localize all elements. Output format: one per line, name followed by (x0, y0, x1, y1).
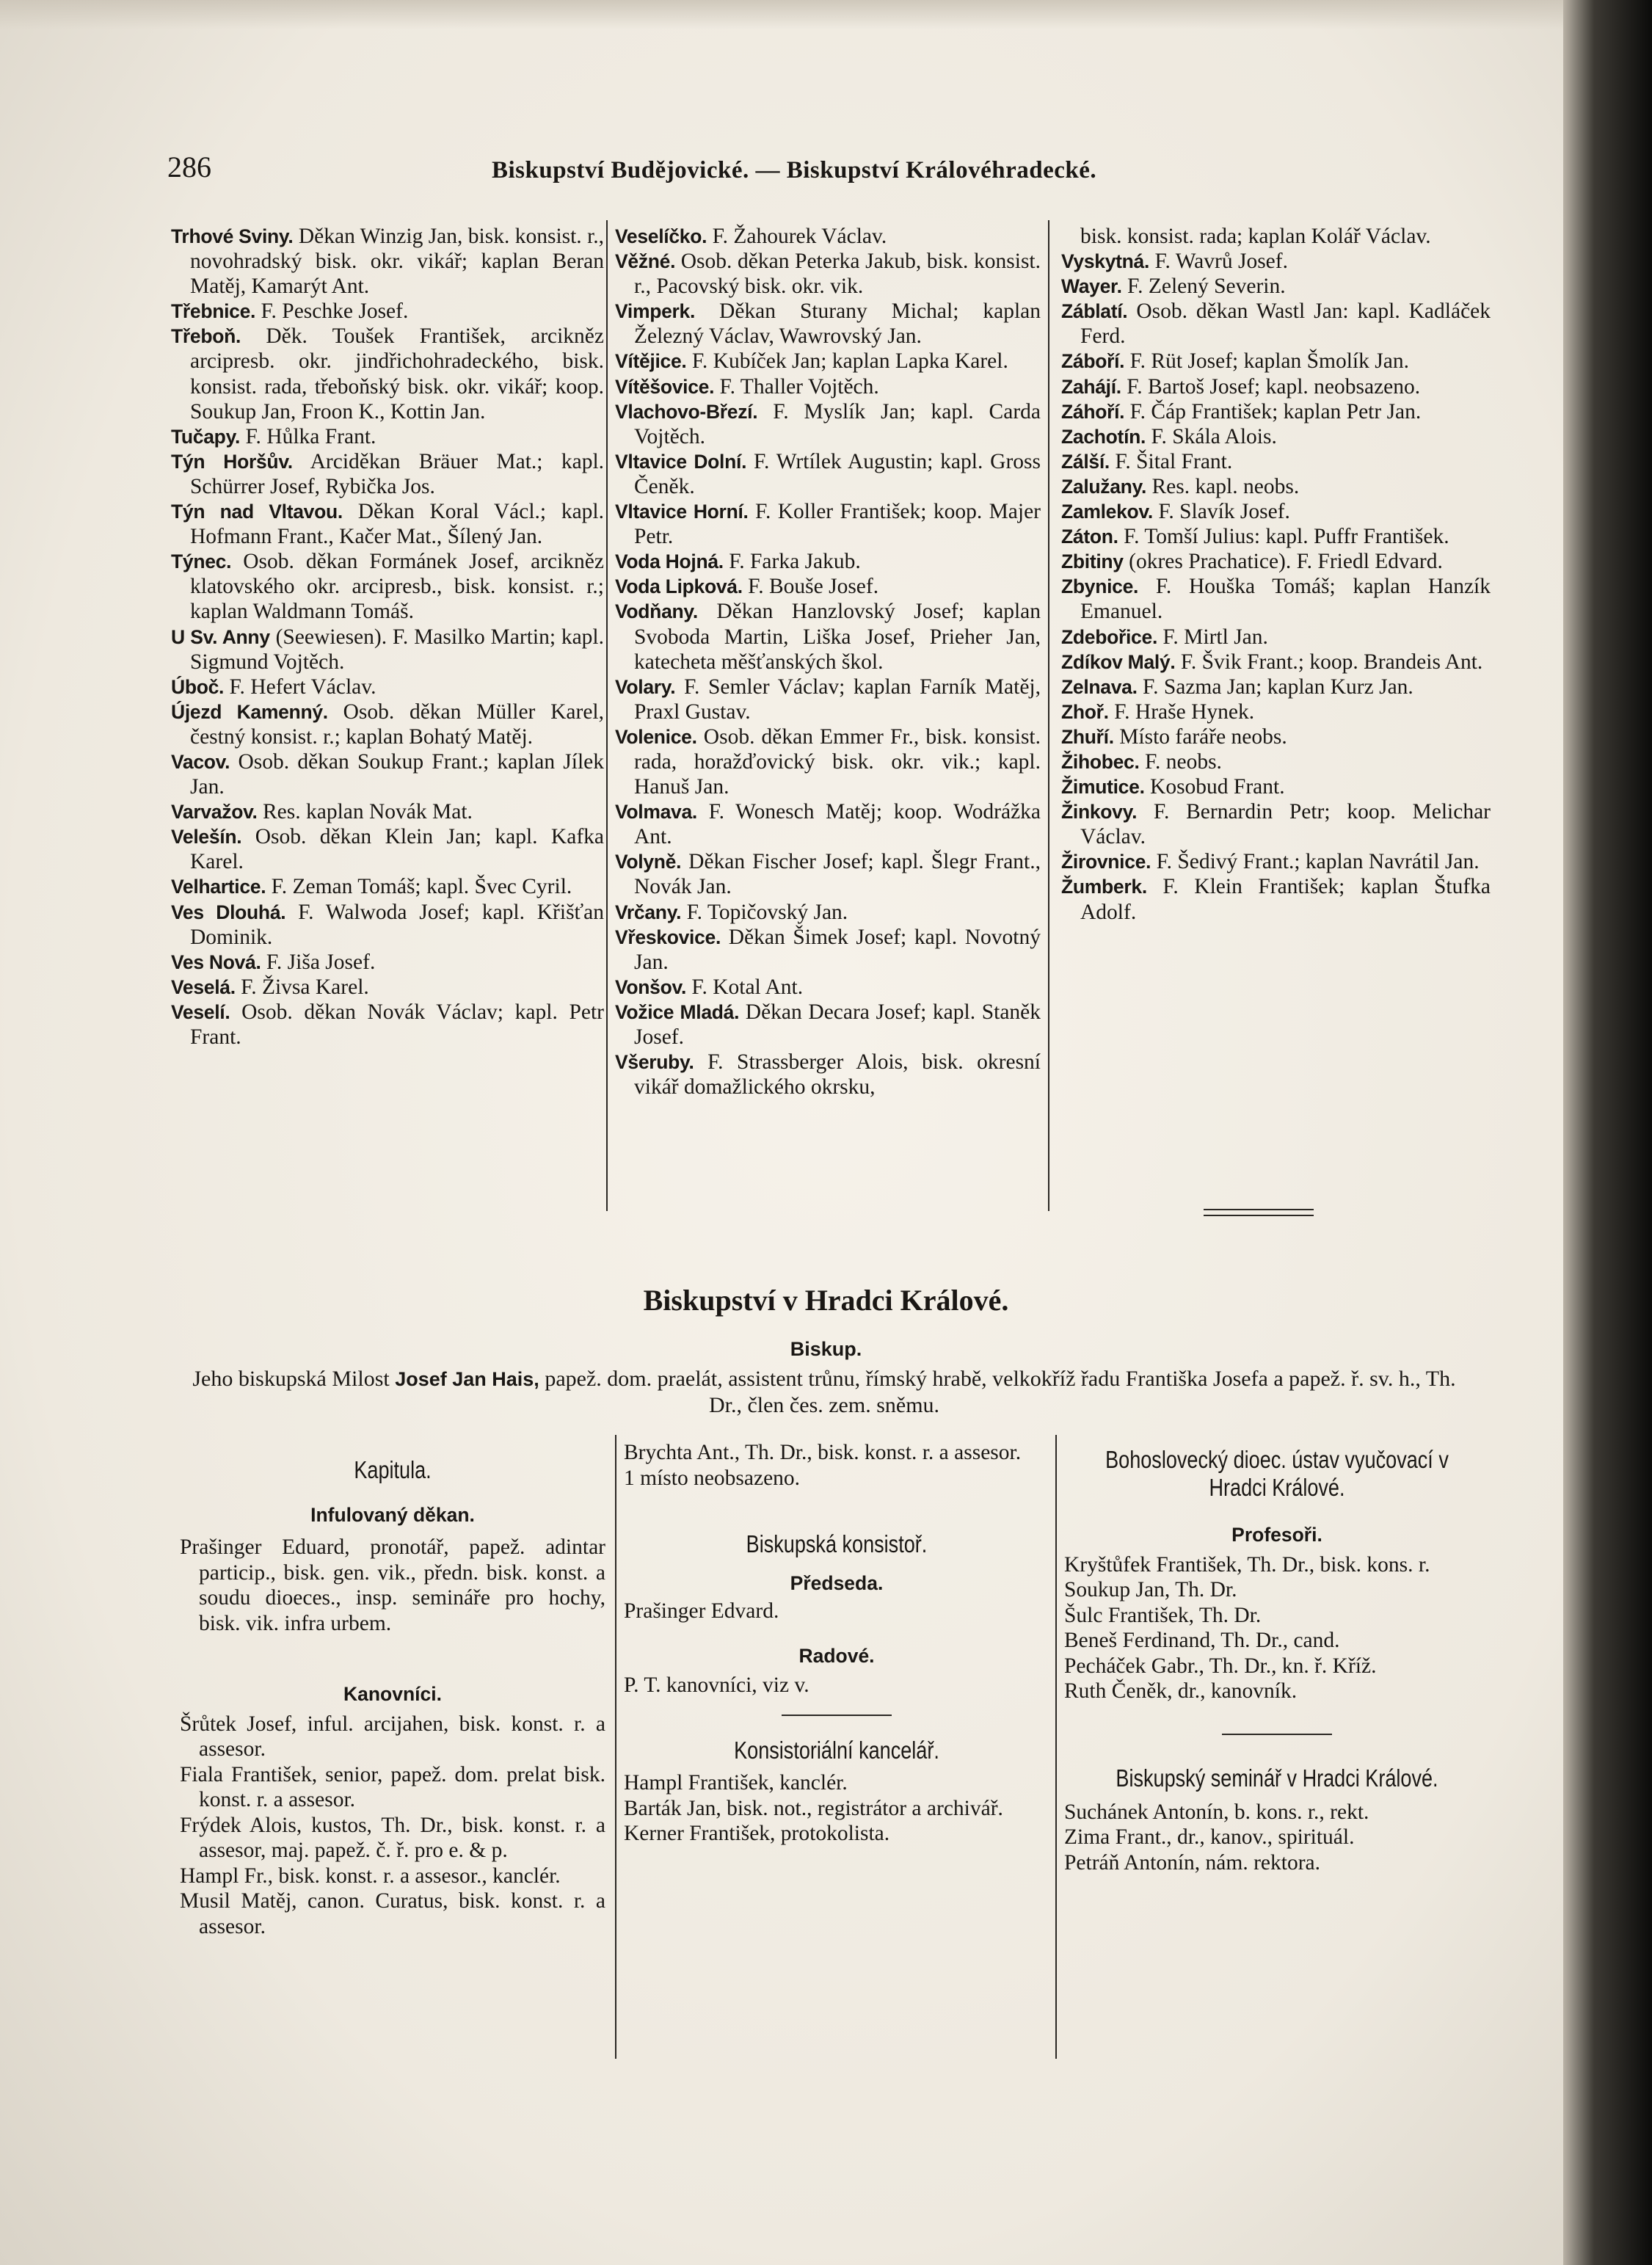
parish-name: Veselí. (171, 1000, 230, 1023)
parish-entry (171, 625, 604, 675)
personnel-entry: 1 místo neobsazeno. (624, 1466, 801, 1490)
parish-name: Vonšov. (615, 975, 687, 998)
parish-clergy: F. Zeman Tomáš; kapl. Švec Cyril. (271, 875, 572, 899)
parish-entry (1061, 724, 1491, 749)
bishop-name: Josef Jan Hais, (395, 1368, 539, 1390)
parish-name: Trhové Sviny. (171, 225, 294, 247)
parish-entry (1061, 675, 1491, 699)
personnel-entry: Hampl František, kanclér. (624, 1771, 848, 1795)
parish-entry (615, 799, 1041, 849)
kapitula-column (180, 1440, 605, 1939)
parish-clergy: Děkan Decara Josef; kapl. Staněk Josef. (634, 1000, 1041, 1049)
parish-entry (1061, 774, 1491, 799)
parish-entry (171, 699, 604, 749)
parish-entry (615, 399, 1041, 449)
parish-entry (1061, 650, 1491, 675)
parish-clergy: F. Šedivý Frant.; kaplan Navrátil Jan. (1156, 850, 1480, 874)
personnel-entry: Petráň Antonín, nám. rektora. (1064, 1850, 1321, 1875)
page-right-edge-shadow (1563, 0, 1652, 2265)
parish-name: Voda Hojná. (615, 550, 724, 573)
parish-clergy: Děk. Toušek František, arcikněz arcipresb. okr. jindřichohradeckého, bisk. konsist. rada, třeboňský bisk. okr. vikář; koop. Soukup Jan, Froon K., Kottin Jan. (190, 324, 604, 423)
parish-entry (615, 925, 1041, 975)
parish-name: Týn nad Vltavou. (171, 501, 343, 523)
column-rule-1 (606, 220, 608, 1211)
parish-name: Zdíkov Malý. (1061, 650, 1176, 673)
parish-entry (615, 849, 1041, 899)
parish-clergy: F. Živsa Karel. (241, 975, 369, 999)
parish-clergy: F. Thaller Vojtěch. (719, 374, 879, 399)
parish-clergy: Osob. děkan Klein Jan; kapl. Kafka Karel. (190, 825, 605, 874)
parish-name: Zálší. (1061, 450, 1110, 473)
parish-clergy: Osob. děkan Formánek Josef, arcikněz klatovského okr. arcipresb., bisk. konsist. r.; kaplan Waldmann Tomáš. (190, 550, 604, 624)
parish-clergy: Osob. děkan Peterka Jakub, bisk. konsist. r., Pacovský bisk. okr. vik. (634, 250, 1041, 299)
personnel-entry: Fiala František, senior, papež. dom. prelat bisk. konst. r. a assesor. (180, 1762, 605, 1811)
parish-entry (615, 349, 1041, 374)
parish-name: U Sv. Anny (171, 625, 270, 648)
parish-clergy: F. Koller František; koop. Majer Petr. (634, 500, 1041, 549)
parish-clergy: F. neobs. (1144, 749, 1222, 774)
parish-name: Žirovnice. (1061, 851, 1151, 873)
personnel-entry: Ruth Čeněk, dr., kanovník. (1064, 1679, 1298, 1703)
parish-entry (171, 324, 604, 423)
parish-name: Žimutice. (1061, 776, 1145, 799)
page-number: 286 (167, 150, 211, 183)
parish-entry (615, 975, 1041, 1000)
parish-clergy: (okres Prachatice). F. Friedl Edvard. (1129, 550, 1443, 574)
radove-heading: Radové. (798, 1644, 875, 1667)
personnel-entry: Musil Matěj, canon. Curatus, bisk. konst. r. a assesor. (180, 1889, 605, 1938)
parish-entry (615, 1050, 1041, 1099)
parish-entry (171, 749, 604, 799)
parish-clergy: Děkan Hanzlovský Josef; kaplan Svoboda Martin, Liška Josef, Prieher Jan, katecheta měšťanských škol. (634, 600, 1041, 674)
parish-name: Zelnava. (1061, 675, 1138, 698)
parish-entry (1061, 574, 1491, 624)
parish-name: Zbynice. (1061, 575, 1139, 598)
parish-entry (615, 549, 1041, 574)
konsistor-title: Biskupská konsistoř. (746, 1530, 928, 1557)
parish-entry (171, 950, 604, 975)
parish-entry (1061, 399, 1491, 424)
column-rule-3 (615, 1435, 616, 2059)
parish-name: Voda Lipková. (615, 575, 743, 598)
parish-name: Zhuří. (1061, 725, 1114, 748)
parish-name: Vrčany. (615, 901, 682, 923)
parish-clergy: F. Farka Jakub. (729, 550, 861, 574)
parish-name: Volenice. (615, 725, 697, 748)
parish-column-3 (1061, 224, 1491, 925)
parish-name: Záblatí. (1061, 300, 1128, 323)
parish-clergy: F. Bartoš Josef; kapl. neobsazeno. (1127, 374, 1421, 399)
parish-clergy: F. Hefert Václav. (229, 675, 376, 699)
bishop-description (189, 1366, 1459, 1418)
parish-name: Veselíčko. (615, 225, 707, 247)
personnel-entry: Suchánek Antonín, b. kons. r., rekt. (1064, 1800, 1369, 1824)
parish-clergy: F. Jiša Josef. (266, 950, 376, 974)
predseda-heading: Předseda. (790, 1571, 884, 1594)
parish-name: Tučapy. (171, 425, 241, 448)
parish-name: Třeboň. (171, 325, 241, 348)
parish-name: Vřeskovice. (615, 926, 721, 948)
parish-clergy: Osob. děkan Novák Václav; kapl. Petr Frant. (190, 1000, 605, 1049)
kanovnici-list (180, 1712, 605, 1940)
parish-entry (1061, 524, 1491, 549)
parish-clergy: F. Kotal Ant. (691, 975, 804, 999)
parish-entry (1061, 274, 1491, 299)
parish-entry (1061, 699, 1491, 724)
parish-clergy: F. Wrtílek Augustin; kapl. Gross Čeněk. (634, 449, 1041, 498)
parish-name: Úboč. (171, 675, 225, 698)
parish-name: Újezd Kamenný. (171, 700, 328, 723)
bishop-prefix: Jeho biskupská Milost (192, 1367, 390, 1391)
parish-clergy: Děkan Fischer Josef; kapl. Šlegr Frant., Novák Jan. (634, 850, 1041, 899)
parish-clergy: F. Švik Frant.; koop. Brandeis Ant. (1180, 650, 1483, 674)
parish-entry (615, 900, 1041, 925)
parish-name: Volary. (615, 675, 676, 698)
parish-entry (615, 224, 1041, 249)
parish-clergy: Místo faráře neobs. (1119, 724, 1287, 749)
parish-name: Zdebořice. (1061, 625, 1158, 648)
parish-clergy: F. Čáp František; kaplan Petr Jan. (1129, 399, 1422, 423)
personnel-entry: Soukup Jan, Th. Dr. (1064, 1578, 1237, 1602)
predseda-entry: Prašinger Edvard. (624, 1599, 779, 1623)
parish-name: Týnec. (171, 550, 232, 573)
parish-name: Vožice Mladá. (615, 1000, 740, 1023)
parish-entry (1061, 474, 1491, 499)
personnel-entry: Beneš Ferdinand, Th. Dr., cand. (1064, 1629, 1340, 1652)
parish-entry (615, 1000, 1041, 1050)
parish-entry (1061, 749, 1491, 774)
parish-clergy: Děkan Šimek Josef; kapl. Novotný Jan. (634, 925, 1041, 974)
parish-column-3-list (1061, 249, 1491, 925)
ustav-title: Bohoslovecký dioec. ústav vyučovací v Hradci Králové. (1105, 1446, 1449, 1501)
parish-entry (1061, 849, 1491, 874)
parish-name: Zhoř. (1061, 700, 1109, 723)
kanovnici-heading: Kanovníci. (343, 1683, 442, 1705)
parish-clergy: Děkan Sturany Michal; kaplan Železný Václav, Wawrovský Jan. (634, 299, 1041, 349)
parish-name: Záton. (1061, 526, 1118, 548)
parish-clergy: F. Semler Václav; kaplan Farník Matěj, Praxl Gustav. (634, 675, 1041, 724)
parish-name: Zamlekov. (1061, 501, 1153, 523)
parish-clergy: Osob. děkan Wastl Jan: kapl. Kadláček Ferd. (1080, 299, 1491, 349)
parish-clergy: Osob. děkan Soukup Frant.; kaplan Jílek Jan. (190, 749, 605, 799)
parish-clergy: Děkan Koral Václ.; kapl. Hofmann Frant., Kačer Mat., Šílený Jan. (190, 500, 604, 549)
parish-name: Žihobec. (1061, 750, 1140, 773)
parish-entry (615, 449, 1041, 499)
parish-entry (615, 599, 1041, 674)
kapitula-title: Kapitula. (354, 1456, 432, 1483)
page-top-shadow (0, 0, 1652, 29)
parish-clergy: F. Hůlka Frant. (245, 424, 376, 448)
parish-clergy: F. Slavík Josef. (1158, 500, 1290, 524)
parish-clergy: F. Myslík Jan; kapl. Carda Vojtěch. (634, 399, 1041, 448)
parish-clergy: F. Tomší Julius: kapl. Puffr František. (1124, 525, 1449, 549)
parish-name: Třebnice. (171, 300, 256, 323)
parish-clergy: F. Zelený Severin. (1127, 275, 1286, 299)
personnel-entry: Hampl Fr., bisk. konst. r. a assesor., kanclér. (180, 1864, 561, 1888)
parish-clergy: Osob. děkan Emmer Fr., bisk. konsist. rada, horažďovický bisk. okr. vik.; kapl. Hanuš Jan. (634, 724, 1041, 799)
parish-entry (1061, 874, 1491, 924)
parish-name: Žinkovy. (1061, 801, 1138, 824)
parish-entry (1061, 499, 1491, 524)
parish-clergy: F. Wonesch Matěj; koop. Wodrážka Ant. (634, 800, 1041, 849)
bishop-heading: Biskup. (790, 1338, 862, 1360)
profesori-heading: Profesoři. (1231, 1524, 1322, 1546)
parish-clergy: F. Rüt Josef; kaplan Šmolík Jan. (1129, 349, 1409, 374)
parish-clergy: Arciděkan Bräuer Mat.; kapl. Schürrer Josef, Rybička Jos. (190, 449, 605, 498)
parish-name: Zachotín. (1061, 425, 1146, 448)
parish-name: Týn Horšův. (171, 450, 293, 473)
parish-name: Wayer. (1061, 275, 1122, 298)
parish-entry (615, 724, 1041, 799)
parish-entry (171, 224, 604, 299)
parish-entry (1061, 349, 1491, 374)
parish-entry (171, 799, 604, 824)
kancelar-list (624, 1770, 1049, 1847)
seminar-list (1064, 1800, 1490, 1876)
parish-clergy: Res. kaplan Novák Mat. (263, 800, 473, 824)
parish-entry (1061, 299, 1491, 349)
kancelar-title: Konsistoriální kancelář. (734, 1736, 939, 1764)
parish-clergy: F. Houška Tomáš; kaplan Hanzík Emanuel. (1080, 575, 1491, 624)
personnel-entry: Brychta Ant., Th. Dr., bisk. konst. r. a assesor. (624, 1441, 1022, 1464)
parish-entry (171, 824, 604, 874)
parish-name: Vyskytná. (1061, 250, 1150, 273)
parish-entry (615, 299, 1041, 349)
parish-entry (171, 874, 604, 899)
parish-entry (171, 675, 604, 699)
parish-clergy: F. Šital Frant. (1115, 449, 1233, 473)
parish-clergy: F. Peschke Josef. (261, 299, 409, 324)
parish-clergy: F. Hraše Hynek. (1114, 699, 1255, 724)
parish-name: Vítějice. (615, 350, 687, 373)
parish-name: Vltavice Dolní. (615, 450, 747, 473)
parish-name: Vimperk. (615, 300, 696, 323)
parish-clergy: F. Wavrů Josef. (1154, 250, 1288, 274)
parish-clergy: Kosobud Frant. (1150, 775, 1285, 799)
infulovany-heading: Infulovaný děkan. (310, 1503, 475, 1526)
parish-name: Vltavice Horní. (615, 501, 749, 523)
parish-clergy: F. Bernardin Petr; koop. Melichar Václav. (1080, 800, 1491, 849)
parish-clergy: Osob. děkan Müller Karel, čestný konsist. r.; kaplan Bohatý Matěj. (190, 699, 604, 749)
ustav-column (1064, 1440, 1490, 1875)
personnel-entry: Šulc František, Th. Dr. (1064, 1603, 1262, 1627)
profesori-list (1064, 1552, 1490, 1704)
bishop-titles: papež. dom. praelát, assistent trůnu, římský hrabě, velkokříž řadu Františka Josefa a papež. ř. sv. h., Th. Dr., člen čes. zem. sněmu. (545, 1367, 1456, 1417)
parish-clergy: F. Žahourek Václav. (712, 225, 887, 248)
parish-entry (615, 499, 1041, 549)
parish-name: Ves Dlouhá. (171, 901, 286, 923)
section-title: Biskupství v Hradci Králové. (643, 1284, 1009, 1317)
parish-name: Záboří. (1061, 350, 1125, 373)
personnel-entry: Barták Jan, bisk. not., registrátor a archivář. (624, 1796, 1003, 1820)
parish-name: Velhartice. (171, 876, 266, 898)
parish-name: Vacov. (171, 750, 230, 773)
personnel-entry: Frýdek Alois, kustos, Th. Dr., bisk. konst. r. a assesor, maj. papež. č. ř. pro e. & p. (180, 1813, 605, 1862)
column-rule-4 (1055, 1435, 1057, 2059)
parish-entry (171, 1000, 604, 1050)
parish-entry (615, 675, 1041, 724)
parish-name: Vlachovo-Březí. (615, 400, 758, 423)
parish-column-1 (171, 224, 604, 1050)
parish-clergy: F. Strassberger Alois, bisk. okresní vikář domažlického okrsku, (634, 1050, 1041, 1099)
parish-entry (615, 374, 1041, 399)
parish-name: Všeruby. (615, 1051, 694, 1074)
parish-entry (171, 449, 604, 499)
column-rule-2 (1048, 220, 1049, 1211)
konsistor-column (624, 1440, 1049, 1847)
parish-entry (171, 975, 604, 1000)
personnel-entry: Pecháček Gabr., Th. Dr., kn. ř. Kříž. (1064, 1654, 1377, 1678)
parish-entry (1061, 424, 1491, 449)
parish-entry (1061, 374, 1491, 399)
parish-clergy: F. Klein František; kaplan Štufka Adolf. (1080, 875, 1491, 924)
personnel-entry: Šrůtek Josef, inful. arcijahen, bisk. konst. r. a assesor. (180, 1712, 605, 1761)
parish-clergy: Děkan Winzig Jan, bisk. konsist. r., novohradský bisk. okr. vikář; kaplan Beran Matěj, Kamarýt Ant. (190, 225, 605, 299)
parish-entry (1061, 625, 1491, 650)
parish-entry (171, 299, 604, 324)
parish-entry (171, 499, 604, 549)
personnel-entry: Kryštůfek František, Th. Dr., bisk. kons. r. (1064, 1552, 1430, 1577)
parish-clergy: F. Sazma Jan; kaplan Kurz Jan. (1143, 675, 1413, 699)
parish-entry (171, 549, 604, 624)
section-end-double-rule (1204, 1209, 1314, 1216)
parish-entry (615, 574, 1041, 599)
personnel-entry: Zima Frant., dr., kanov., spirituál. (1064, 1825, 1355, 1849)
parish-name: Zalužany. (1061, 475, 1147, 498)
parish-clergy: (Seewiesen). F. Masilko Martin; kapl. Sigmund Vojtěch. (190, 625, 604, 674)
seminar-title: Biskupský seminář v Hradci Králové. (1116, 1764, 1438, 1792)
parish-clergy: F. Kubíček Jan; kaplan Lapka Karel. (691, 349, 1008, 374)
parish-entry (171, 424, 604, 449)
parish-entry (1061, 449, 1491, 474)
kanovnici-continued (624, 1440, 1049, 1491)
parish-name: Zahájí. (1061, 375, 1121, 398)
parish-name: Veselá. (171, 975, 236, 998)
parish-name: Vítěšovice. (615, 375, 715, 398)
parish-name: Věžné. (615, 250, 676, 273)
infulovany-entry: Prašinger Eduard, pronotář, papež. adintar particip., bisk. gen. vik., předn. bisk. konst. a soudu dioeces., insp. semináře pro hochy, bisk. vik. infra urbem. (180, 1535, 605, 1635)
parish-name: Záhoří. (1061, 400, 1125, 423)
parish-name: Volmava. (615, 801, 697, 824)
column-continuation: bisk. konsist. rada; kaplan Kolář Václav. (1080, 225, 1431, 248)
parish-clergy: F. Bouše Josef. (748, 575, 879, 599)
parish-entry (171, 900, 604, 950)
personnel-entry: Kerner František, protokolista. (624, 1822, 890, 1845)
parish-entry (1061, 249, 1491, 274)
parish-clergy: F. Walwoda Josef; kapl. Křišťan Dominik. (190, 900, 605, 949)
parish-entry (615, 249, 1041, 299)
parish-name: Zbitiny (1061, 550, 1124, 573)
parish-clergy: F. Mirtl Jan. (1162, 625, 1268, 649)
parish-column-2 (615, 224, 1041, 1099)
parish-clergy: F. Skála Alois. (1151, 424, 1277, 448)
parish-entry (1061, 549, 1491, 574)
parish-entry (1061, 799, 1491, 849)
running-title: Biskupství Budějovické. — Biskupství Královéhradecké. (492, 157, 1097, 183)
parish-name: Varvažov. (171, 801, 258, 824)
parish-clergy: F. Topičovský Jan. (686, 900, 848, 924)
parish-name: Velešín. (171, 826, 242, 848)
parish-name: Vodňany. (615, 600, 698, 623)
parish-name: Ves Nová. (171, 950, 261, 973)
parish-clergy: Res. kapl. neobs. (1151, 474, 1300, 498)
parish-name: Žumberk. (1061, 876, 1147, 898)
parish-name: Volyně. (615, 851, 682, 873)
radove-entry: P. T. kanovníci, viz v. (624, 1673, 809, 1697)
